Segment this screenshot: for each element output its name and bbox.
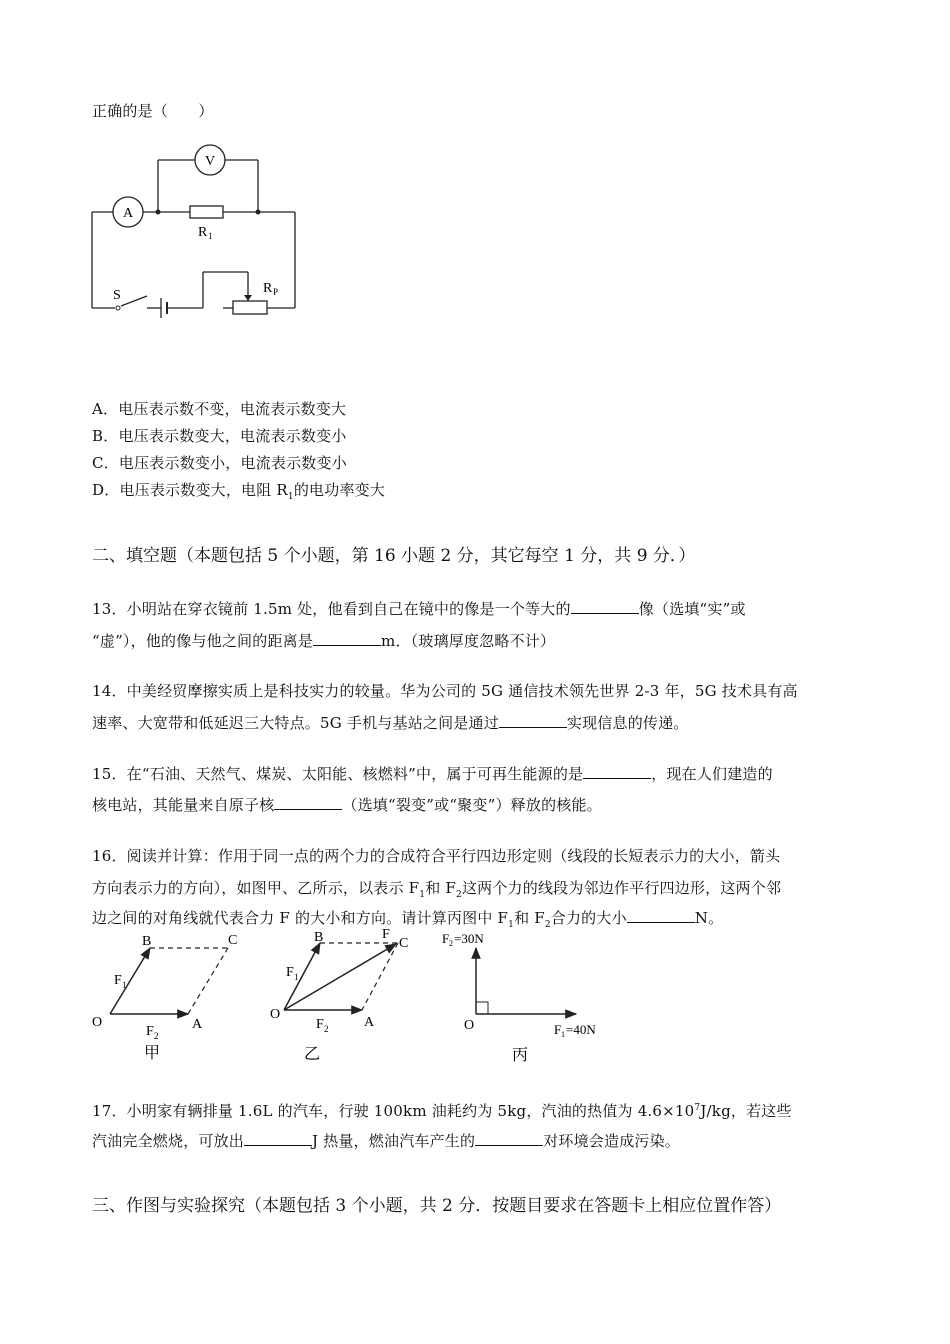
- q16-line-2: 方向表示力的方向），如图甲、乙所示，以表示 $F_1$和 $F_2$这两个力的线段为邻边作平行四边形，这两个邻: [92, 879, 782, 900]
- junction-left: [156, 210, 161, 215]
- question-stem: 正确的是（ ）: [92, 102, 214, 120]
- q16-blank-1[interactable]: [627, 909, 695, 923]
- junction-right: [256, 210, 261, 215]
- q17-line-1: 17．小明家有辆排量 1.6L 的汽车，行驶 100km 油耗约为 5kg，汽油的热值为 $4.6\times 10^7J/kg$，若这些: [92, 1102, 792, 1120]
- svg-text:C: C: [228, 933, 238, 948]
- circuit-diagram: [85, 140, 305, 320]
- battery-symbol: [161, 298, 167, 318]
- svg-text:=40N: =40N: [566, 1022, 596, 1037]
- q15-blank-2[interactable]: [274, 796, 342, 810]
- figure-yi: [268, 926, 438, 1070]
- svg-text:2: 2: [154, 1031, 159, 1041]
- q13-blank-1[interactable]: [571, 600, 639, 614]
- q17-blank-2[interactable]: [475, 1132, 543, 1146]
- q14-line-1: 14．中美经贸摩擦实质上是科技实力的较量。华为公司的 5G 通信技术领先世界 2-3 年，5G 技术具有高: [92, 682, 798, 700]
- svg-text:F: F: [114, 973, 122, 988]
- svg-text:B: B: [142, 934, 152, 949]
- figure-jia: [88, 930, 258, 1070]
- svg-text:O: O: [92, 1015, 103, 1030]
- q15-blank-1[interactable]: [583, 765, 651, 779]
- svg-text:A: A: [122, 206, 134, 221]
- svg-text:2: 2: [324, 1024, 329, 1034]
- rheostat-label-sub: P: [273, 287, 279, 297]
- svg-text:F: F: [554, 1022, 562, 1037]
- switch-contact: [116, 306, 120, 310]
- rheostat-slider-arrow: [244, 295, 252, 301]
- q15-line-2: 核电站，其能量来自原子核 （选填“裂变”或“聚变”）释放的核能。: [92, 796, 602, 814]
- svg-text:F: F: [286, 965, 294, 980]
- svg-text:A: A: [192, 1017, 203, 1032]
- svg-text:B: B: [314, 930, 324, 945]
- rheostat-body: [233, 301, 267, 314]
- q15-line-1: 15．在“石油、天然气、煤炭、太阳能、核燃料”中，属于可再生能源的是 ，现在人们建造的: [92, 765, 773, 783]
- option-d[interactable]: D．电压表示数变大，电阻 $R_1$的电功率变大: [92, 481, 386, 502]
- r1-label: R: [198, 225, 208, 240]
- resistor-r1: [190, 206, 223, 218]
- q13-blank-2[interactable]: [313, 632, 381, 646]
- q14-blank-1[interactable]: [499, 714, 567, 728]
- svg-text:1: 1: [561, 1030, 565, 1039]
- option-b[interactable]: B．电压表示数变大，电流表示数变小: [92, 427, 347, 445]
- svg-text:O: O: [464, 1018, 475, 1033]
- option-a[interactable]: A．电压表示数不变，电流表示数变大: [92, 400, 347, 418]
- svg-text:F: F: [316, 1017, 324, 1032]
- svg-text:F: F: [146, 1024, 154, 1039]
- svg-text:F: F: [382, 927, 390, 942]
- svg-text:A: A: [364, 1015, 375, 1030]
- svg-text:C: C: [399, 936, 409, 951]
- voltmeter-symbol: [195, 145, 225, 175]
- svg-text:1: 1: [294, 972, 299, 982]
- caption-yi: 乙: [304, 1046, 321, 1063]
- svg-text:F: F: [442, 931, 450, 946]
- svg-text:V: V: [204, 154, 216, 169]
- q16-line-3: 边之间的对角线就代表合力 F 的大小和方向。请计算丙图中 $F_1$和 $F_2$合力的大小 N。: [92, 909, 724, 930]
- q13-line-2: “虚”），他的像与他之间的距离是 m．（玻璃厚度忽略不计）: [92, 632, 556, 650]
- q14-line-2: 速率、大宽带和低延迟三大特点。5G 手机与基站之间是通过 实现信息的传递。: [92, 714, 689, 732]
- q17-line-2: 汽油完全燃烧，可放出 J 热量，燃油汽车产生的 对环境会造成污染。: [92, 1132, 681, 1150]
- q17-blank-1[interactable]: [244, 1132, 312, 1146]
- q16-line-1: 16．阅读并计算：作用于同一点的两个力的合成符合平行四边形定则（线段的长短表示力的大小，箭头: [92, 847, 781, 865]
- switch-label: S: [113, 288, 121, 303]
- section-3-title: 三、作图与实验探究（本题包括 3 个小题，共 2 分．按题目要求在答题卡上相应位置作答）: [92, 1196, 782, 1216]
- q13-line-1: 13．小明站在穿衣镜前 1.5m 处，他看到自己在镜中的像是一个等大的 像（选填“实”或: [92, 600, 746, 618]
- caption-jia: 甲: [144, 1045, 161, 1062]
- caption-bing: 丙: [512, 1047, 529, 1064]
- section-2-title: 二、填空题（本题包括 5 个小题，第 16 小题 2 分，其它每空 1 分，共 9 分．）: [92, 546, 696, 566]
- svg-text:=30N: =30N: [454, 931, 484, 946]
- rheostat-label: R: [263, 281, 273, 296]
- svg-text:O: O: [270, 1007, 281, 1022]
- ammeter-symbol: [113, 197, 143, 227]
- option-c[interactable]: C．电压表示数变小，电流表示数变小: [92, 454, 347, 472]
- svg-text:2: 2: [449, 939, 453, 948]
- figure-bing: [440, 926, 620, 1070]
- r1-label-sub: 1: [208, 231, 213, 241]
- svg-text:1: 1: [122, 980, 127, 990]
